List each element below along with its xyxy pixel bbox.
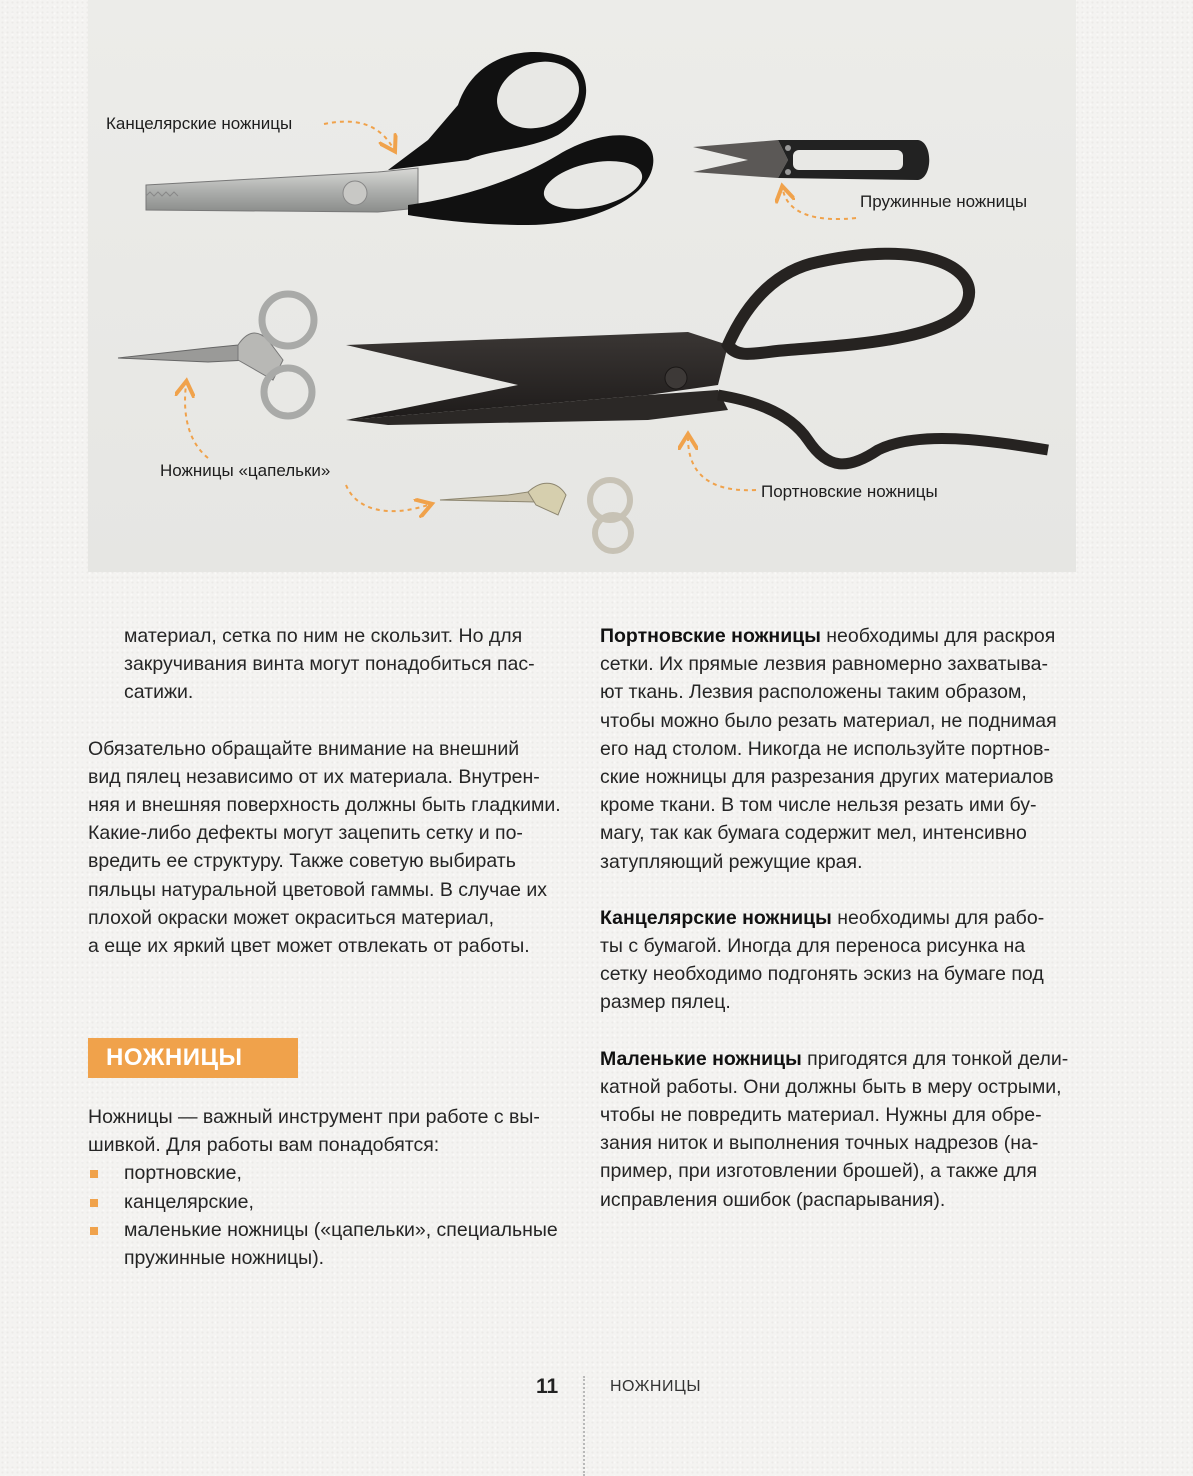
text-line: магу, так как бумага содержит мел, интенсивно [600, 822, 1027, 845]
term-office-scissors: Канцелярские ножницы [600, 906, 832, 929]
text-line: плохой окраски может окраситься материал, [88, 906, 495, 929]
stork-scissors-large [118, 294, 314, 416]
paragraph-continuation [88, 622, 568, 707]
paragraph-tailor-scissors: Портновские ножницы необходимы для раскроя сетки. Их прямые лезвия равномерно захватыва- ют ткань. Лезвия расположены таким образом, чтобы можно было резать материал, не поднимая его над столом. Никогда не используйте портнов- ские ножницы для разрезания других материалов кроме ткани. В том числе нельзя резать ими бу- магу, так как бумага содержит мел, интенсивно затупляющий режущие края. [600, 622, 1100, 876]
text-line: размер пялец. [600, 991, 731, 1014]
bullet-icon [90, 1170, 98, 1178]
label-tailor-scissors: Портновские ножницы [761, 482, 938, 501]
text-line: катной работы. Они должны быть в меру острыми, [600, 1075, 1062, 1098]
text-line: а еще их яркий цвет может отвлекать от работы. [88, 935, 530, 958]
footer-divider [583, 1376, 585, 1476]
text-line: сетку необходимо подгонять эскиз на бумаге под [600, 963, 1044, 986]
list-item: портновские, [88, 1159, 568, 1187]
paragraph-office-scissors: Канцелярские ножницы необходимы для рабо- ты с бумагой. Иногда для переноса рисунка на сетку необходимо подгонять эскиз на бумаге под размер пялец. [600, 904, 1100, 1017]
text-line: его над столом. Никогда не используйте портнов- [600, 737, 1050, 760]
office-scissors [146, 51, 653, 225]
arrow-stork-down [346, 485, 428, 511]
text-line: ские ножницы для разрезания других материалов [600, 766, 1054, 789]
term-tailor-scissors: Портновские ножницы [600, 625, 821, 647]
text-line: пяльцы натуральной цветовой гаммы. В случае их [88, 878, 548, 901]
section-heading [88, 1038, 298, 1078]
term-small-scissors: Маленькие ножницы [600, 1047, 802, 1070]
scissors-list [88, 1159, 568, 1272]
label-stork-scissors: Ножницы «цапельки» [160, 461, 331, 480]
arrow-tailor [688, 438, 756, 490]
text-line: чтобы не повредить материал. Нужны для обре- [600, 1104, 1042, 1127]
stork-scissors-small [440, 480, 631, 551]
list-item-continuation: пружинные ножницы). [124, 1247, 325, 1270]
label-spring-scissors: Пружинные ножницы [860, 192, 1028, 211]
text-line: ты с бумагой. Иногда для переноса рисунка на [600, 935, 1026, 958]
bullet-icon [90, 1199, 98, 1207]
text-line: закручивания винта могут понадобиться пас- [124, 653, 535, 676]
text-line: ют ткань. Лезвия расположены таким образом, [600, 681, 1027, 704]
text-line: вредить ее структуру. Также советую выбирать [88, 850, 516, 873]
paragraph-hoops-appearance [88, 735, 568, 961]
text-line: чтобы можно было резать материал, не поднимая [600, 709, 1057, 732]
list-item: канцелярские, [88, 1188, 568, 1216]
text-line: няя и внешняя поверхность должны быть гладкими. [88, 794, 561, 817]
text-line: сатижи. [124, 681, 194, 704]
page-number: 11 [536, 1375, 559, 1398]
text-line: пример, при изготовлении брошей), а также для [600, 1160, 1038, 1183]
text-line: материал, сетка по ним не скользит. Но для [124, 625, 523, 647]
left-column [88, 622, 568, 960]
arrow-stork-up [185, 385, 208, 458]
left-column-scissors [88, 1103, 568, 1272]
scissors-photo [88, 0, 1076, 572]
text-line: кроме ткани. В том числе нельзя резать ими бу- [600, 794, 1037, 817]
text-line: Обязательно обращайте внимание на внешний [88, 737, 520, 760]
paragraph-small-scissors: Маленькие ножницы пригодятся для тонкой дели- катной работы. Они должны быть в меру острыми, чтобы не повредить материал. Нужны для обре- зания ниток и выполнения точных надрезов (на- пример, при изготовлении брошей), а также для исправления ошибок (распарывания). [600, 1045, 1100, 1214]
list-item: маленькие ножницы («цапельки», специальные [88, 1216, 568, 1244]
tailor-scissors [346, 254, 1048, 464]
text-line: исправления ошибок (распарывания). [600, 1188, 946, 1211]
arrow-spring [783, 190, 856, 219]
text-line: вид пялец независимо от их материала. Внутрен- [88, 765, 540, 788]
right-column [600, 622, 1100, 1214]
arrow-office [324, 122, 393, 148]
label-office-scissors: Канцелярские ножницы [106, 114, 293, 133]
text-line: Ножницы — важный инструмент при работе с вы- [88, 1106, 540, 1128]
text-line: затупляющий режущие края. [600, 850, 863, 873]
text-line: Какие-либо дефекты могут зацепить сетку и по- [88, 822, 523, 845]
spring-scissors [693, 140, 929, 180]
text-line: зания ниток и выполнения точных надрезов (на- [600, 1132, 1039, 1155]
text-line: шивкой. Для работы вам понадобятся: [88, 1134, 440, 1157]
bullet-icon [90, 1227, 98, 1235]
section-heading-text: НОЖНИЦЫ [106, 1044, 243, 1071]
running-footer-title: НОЖНИЦЫ [610, 1378, 701, 1395]
text-line: сетки. Их прямые лезвия равномерно захватыва- [600, 653, 1049, 676]
